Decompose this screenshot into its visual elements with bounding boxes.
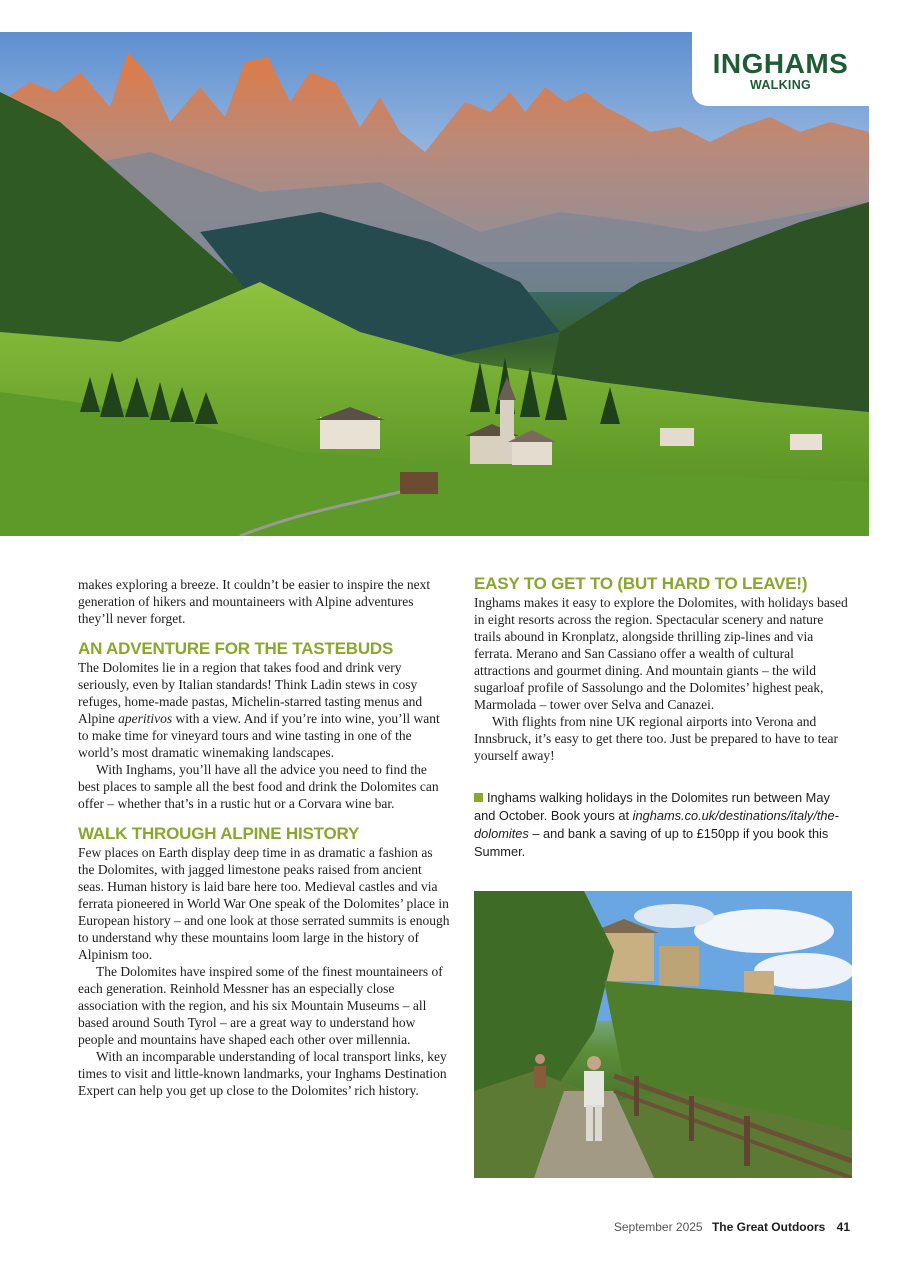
heading-tastebuds: AN ADVENTURE FOR THE TASTEBUDS [78, 639, 394, 658]
page-number: 41 [836, 1220, 850, 1234]
brand-name: INGHAMS [712, 48, 849, 79]
photo-castle-hikers [474, 891, 852, 1178]
brand-tag: WALKING [749, 78, 812, 92]
inghams-walking-logo [692, 32, 869, 106]
booking-callout-a: Inghams walking holidays in the Dolomites run between May and October. Book yours at [474, 790, 830, 823]
booking-callout-b: – and bank a saving of up to £150pp if you book this Summer. [474, 826, 829, 859]
paragraph-resorts: Inghams makes it easy to explore the Dolomites, with holidays based in eight resorts across the region. Spectacular scenery and nature trails abound in Kronplatz, alongside thrilling zip-lines and via ferrata. Merano and San Cassiano offer a wealth of cultural attractions and gourmet dining. And mountain giants – the wild sugarloaf profile of Sassolungo and the Dolomites’ highest peak, Marmolada – tower over Selva and Canazei. [474, 595, 848, 712]
paragraph-advice: With Inghams, you’ll have all the advice you need to find the best places to sample all the best food and drink the Dolomites can offer – whether that’s in a rustic hut or a Corvara wine bar. [78, 762, 439, 811]
booking-callout [474, 789, 852, 861]
right-column [474, 574, 852, 861]
aperitivos-term: aperitivos [118, 711, 173, 726]
left-column [78, 576, 450, 1099]
paragraph-flights: With flights from nine UK regional airports into Verona and Innsbruck, it’s easy to get there too. Just be prepared to have to tear yourself away! [474, 714, 839, 763]
paragraph-food [78, 659, 450, 761]
heading-easy-to-get: EASY TO GET TO (BUT HARD TO LEAVE!) [474, 574, 808, 593]
booking-url-link[interactable]: inghams.co.uk/destinations/italy/the-dolomites [474, 808, 839, 841]
castle-illustration [474, 891, 852, 1178]
paragraph-expert: With an incomparable understanding of local transport links, key times to visit and little-known landmarks, your Inghams Destination Expert can help you get up close to the Dolomites’ rich history. [78, 1049, 447, 1098]
hero-photo-dolomites [0, 32, 869, 536]
magazine-name: The Great Outdoors [711, 1220, 826, 1234]
bullet-square-icon [474, 793, 483, 802]
heading-history: WALK THROUGH ALPINE HISTORY [78, 824, 360, 843]
page-footer [614, 1220, 850, 1234]
paragraph-messner: The Dolomites have inspired some of the finest mountaineers of each generation. Reinhold Messner has an especially close association with the region, and his six Mountain Museums – all based around South Tyrol – are a great way to understand how people and mountains have shaped each other over millennia. [78, 964, 443, 1047]
issue-date: September 2025 [613, 1220, 703, 1234]
intro-paragraph: makes exploring a breeze. It couldn’t be easier to inspire the next generation of hikers and mountaineers with Alpine adventures they’ll never forget. [78, 577, 431, 626]
paragraph-deep-time: Few places on Earth display deep time in as dramatic a fashion as the Dolomites, with jagged limestone peaks raised from ancient seas. Human history is laid bare here too. Medieval castles and via ferrata pioneered in World War One speak of the Dolomites’ place in European history – and one look at those serrated summits is enough to understand why these mountains loom large in the history of Alpinism too. [78, 845, 450, 962]
paragraph-food-a: The Dolomites lie in a region that takes food and drink very seriously, even by Italian standards! Think Ladin stews in cosy refuges, home-made pastas, Michelin-starred tasting menus and Alpine [78, 660, 423, 726]
hero-illustration [0, 32, 869, 536]
paragraph-food-b: with a view. And if you’re into wine, you’ll want to make time for vineyard tours and wine tasting in one of the world’s most dramatic winemaking landscapes. [78, 711, 440, 760]
